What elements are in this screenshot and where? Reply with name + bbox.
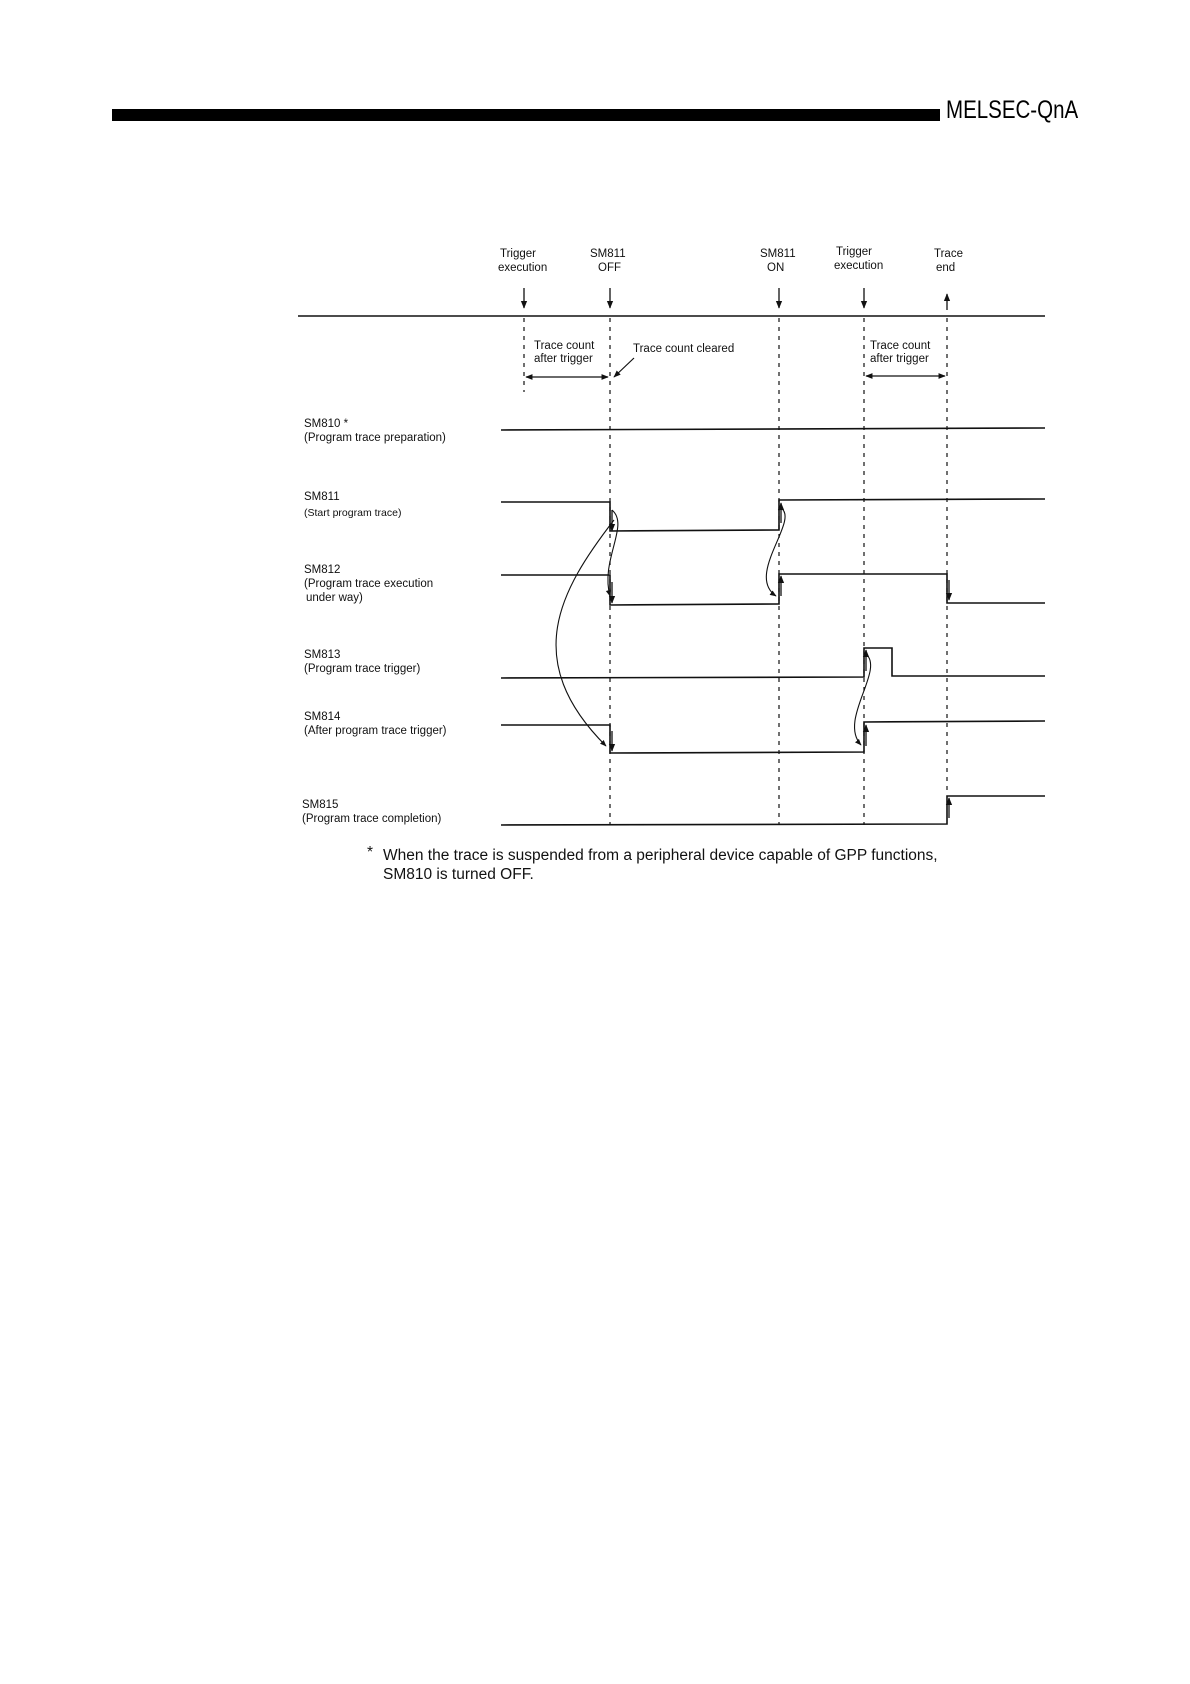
waveform-sm812 bbox=[501, 574, 1045, 605]
svg-text:SM814: SM814 bbox=[304, 711, 341, 723]
svg-text:SM815: SM815 bbox=[302, 799, 339, 811]
trace-count-annotation-1 bbox=[526, 340, 608, 377]
causal-arrows bbox=[556, 508, 871, 746]
waveform-sm814 bbox=[501, 721, 1045, 753]
waveform-sm815 bbox=[501, 796, 1045, 825]
svg-text:(Program trace preparation): (Program trace preparation) bbox=[304, 432, 446, 444]
svg-text:SM813: SM813 bbox=[304, 649, 341, 661]
svg-text:(After program trace trigger): (After program trace trigger) bbox=[304, 725, 447, 737]
signal-label-sm813 bbox=[304, 649, 420, 675]
svg-text:(Program trace execution: (Program trace execution bbox=[304, 578, 434, 590]
svg-text:end: end bbox=[936, 262, 956, 274]
svg-text:execution: execution bbox=[498, 262, 548, 274]
svg-text:When the trace is suspended fr: When the trace is suspended from a peripheral device capable of GPP functions, bbox=[383, 847, 938, 864]
svg-text:Trace count: Trace count bbox=[534, 340, 595, 352]
signal-label-sm812 bbox=[304, 564, 433, 604]
svg-text:execution: execution bbox=[834, 260, 884, 272]
waveform-sm811 bbox=[501, 499, 1045, 531]
event-label-trigger-1 bbox=[498, 248, 547, 274]
event-label-trigger-2 bbox=[834, 246, 883, 272]
event-label-trace-end bbox=[934, 248, 963, 274]
signal-label-sm811 bbox=[304, 491, 401, 519]
waveform-sm810 bbox=[501, 428, 1045, 430]
svg-text:SM811: SM811 bbox=[304, 491, 340, 503]
svg-text:Trigger: Trigger bbox=[500, 248, 536, 260]
svg-text:after trigger: after trigger bbox=[870, 353, 929, 365]
svg-text:Trace count cleared: Trace count cleared bbox=[633, 343, 735, 355]
svg-text:OFF: OFF bbox=[598, 262, 621, 274]
svg-text:after trigger: after trigger bbox=[534, 353, 593, 365]
svg-text:SM811: SM811 bbox=[760, 248, 796, 260]
event-label-sm811-on bbox=[760, 248, 796, 274]
signal-label-sm810 bbox=[304, 418, 446, 444]
svg-text:under way): under way) bbox=[306, 592, 363, 604]
svg-text:(Start program trace): (Start program trace) bbox=[304, 507, 402, 519]
svg-text:*: * bbox=[367, 844, 374, 861]
signal-label-sm814 bbox=[304, 711, 447, 737]
svg-text:SM811: SM811 bbox=[590, 248, 626, 260]
svg-text:(Program trace trigger): (Program trace trigger) bbox=[304, 663, 421, 675]
header-title: MELSEC-QnA bbox=[946, 96, 1079, 124]
footnote bbox=[367, 844, 938, 883]
svg-text:(Program trace completion): (Program trace completion) bbox=[302, 813, 442, 825]
waveform-sm813 bbox=[501, 648, 1045, 678]
svg-text:Trace: Trace bbox=[934, 248, 963, 260]
svg-text:SM812: SM812 bbox=[304, 564, 341, 576]
event-label-sm811-off bbox=[590, 248, 626, 274]
event-arrows bbox=[524, 288, 947, 310]
svg-text:SM810 is turned OFF.: SM810 is turned OFF. bbox=[383, 866, 534, 883]
svg-text:Trace count: Trace count bbox=[870, 340, 931, 352]
svg-text:Trigger: Trigger bbox=[836, 246, 872, 258]
event-dashed-lines bbox=[524, 318, 947, 825]
svg-text:SM810 *: SM810 * bbox=[304, 418, 349, 430]
trace-count-annotation-2 bbox=[866, 340, 945, 376]
svg-text:ON: ON bbox=[767, 262, 785, 274]
signal-label-sm815 bbox=[302, 799, 441, 825]
trace-count-cleared-annotation bbox=[614, 343, 734, 377]
edge-arrows bbox=[612, 503, 949, 818]
